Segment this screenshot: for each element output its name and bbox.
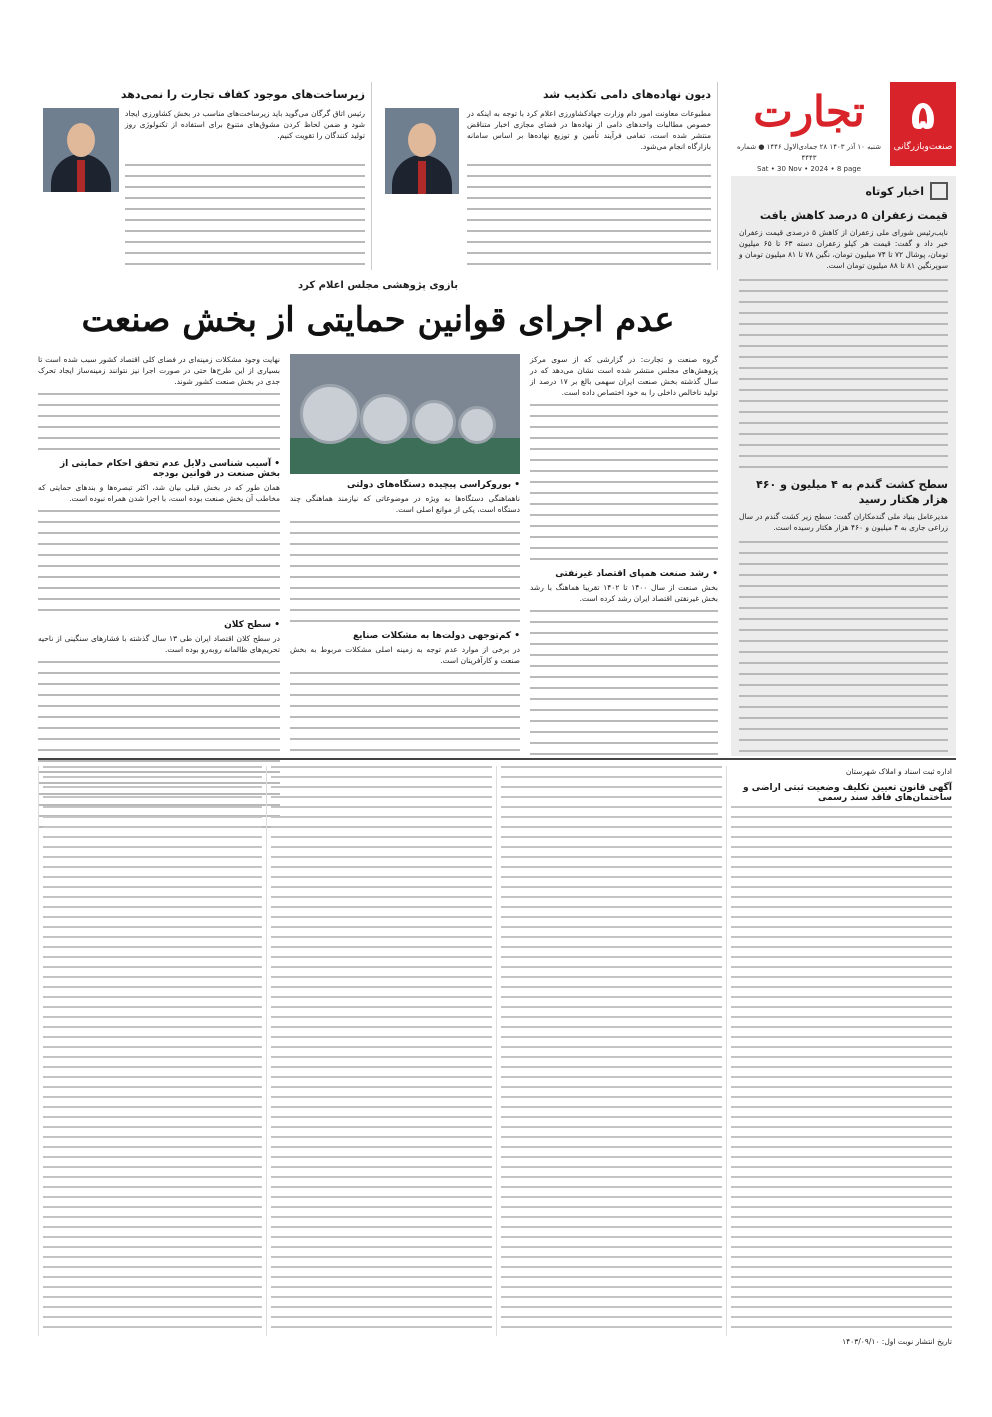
article-text: رئیس اتاق گرگان می‌گوید باید زیرساخت‌های مناسب در بخش کشاورزی ایجاد شود و ضمن لحاظ کردن مشوق‌های متنوع برای استفاده از تکنولوژی روز تولید کنندگان را تقویت کنیم. <box>125 109 365 140</box>
short-news-title: اخبار کوتاه <box>865 184 924 198</box>
text-lines <box>739 541 948 752</box>
text-lines <box>739 279 948 468</box>
headline-kicker: بازوی پژوهشی مجلس اعلام کرد <box>298 280 458 291</box>
article-text: بخش صنعت از سال ۱۴۰۰ تا ۱۴۰۲ تقریبا هماهنگ با رشد بخش غیرنفتی اقتصاد ایران رشد کرده است. <box>530 583 719 603</box>
notices-column <box>496 766 726 1336</box>
article-text: همان طور که در بخش قبلی بیان شد، اکثر تبصره‌ها و بندهای حمایتی که مخاطب آن بخش صنعت بوده است، با اجرا شدن همراه نبوده است. <box>38 483 280 503</box>
text-lines <box>290 521 520 622</box>
article-livestock-debts <box>379 82 718 270</box>
notice-office: اداره ثبت اسناد و املاک شهرستان <box>845 767 952 776</box>
article-text: در برخی از موارد عدم توجه به زمینه اصلی مشکلات مربوط به بخش صنعت و کارآفرینان است. <box>290 645 520 665</box>
main-headline: عدم اجرای قوانین حمایتی از بخش صنعت <box>81 300 675 340</box>
newspaper-page <box>38 82 956 1346</box>
notice-date: تاریخ انتشار نوبت اول: ۱۴۰۳/۰۹/۱۰ <box>842 1337 952 1346</box>
article-title: زیرساخت‌های موجود کفاف تجارت را نمی‌دهد <box>120 88 365 101</box>
legal-notices <box>38 766 956 1346</box>
article-infrastructure <box>37 82 372 270</box>
article-text: در سطح کلان اقتصاد ایران طی ۱۳ سال گذشته با فشارهای سنگینی از ناحیه تحریم‌های ظالمانه روبه‌رو بوده است. <box>38 634 281 654</box>
dateline <box>736 142 882 175</box>
dateline-latin: Sat • 30 Nov • 2024 • 8 page <box>757 165 861 173</box>
text-lines <box>271 766 492 1328</box>
article-column <box>530 354 718 754</box>
masthead <box>731 82 956 172</box>
newspaper-logo: تجارت <box>753 87 865 136</box>
news-headline: قیمت زعفران ۵ درصد کاهش یافت <box>759 209 948 222</box>
chamber-head-portrait <box>43 108 119 192</box>
subheading: • بوروکراسی پیچیده دستگاه‌های دولتی <box>347 480 520 490</box>
subheading: • سطح کلان <box>224 620 280 630</box>
news-text: نایب‌رئیس شورای ملی زعفران از کاهش ۵ درصدی قیمت زعفران خبر داد و گفت: قیمت هر کیلو زعفران دسته ۶۳ تا ۶۵ میلیون تومان، پوشال ۷۲ تا ۷۴ میلیون تومان، نگین ۷۸ تا ۸۱ میلیون تومان و سوپرنگین ۸۱ تا ۸۸ میلیون تومان است. <box>739 228 949 270</box>
section-name: صنعت‌وبازرگانی <box>893 142 953 152</box>
text-lines <box>731 806 952 1328</box>
article-title: دیون نهاده‌های دامی تکذیب شد <box>542 88 711 101</box>
text-lines <box>43 766 262 1328</box>
article-text: ناهماهنگی دستگاه‌ها به ویژه در موضوعاتی که نیازمند هماهنگی چند دستگاه است، یکی از موانع اصلی است. <box>290 494 520 514</box>
section-divider <box>38 758 956 760</box>
text-lines <box>38 393 280 450</box>
text-lines <box>38 510 280 611</box>
notices-column <box>38 766 266 1336</box>
subheading: • آسیب شناسی دلایل عدم تحقق احکام حمایتی از بخش صنعت در قوانین بودجه <box>59 459 280 479</box>
text-lines <box>501 766 722 1328</box>
text-lines <box>530 610 718 755</box>
article-column <box>38 354 280 754</box>
official-portrait <box>385 108 459 194</box>
article-column <box>290 354 520 754</box>
article-text: مطبوعات معاونت امور دام وزارت جهادکشاورزی اعلام کرد با توجه به اینکه در خصوص مطالبات واحدهای دامی از نهاده‌ها در فضای مجازی اخبار متناقض منتشر شده است، تمامی فرآیند تأمین و توزیع نهاده‌ها بر اساس سامانه بازارگاه انجام می‌شود. <box>467 109 711 151</box>
notices-column <box>726 766 956 1346</box>
subheading: • رشد صنعت همپای اقتصاد غیرنفتی <box>555 569 718 579</box>
square-icon <box>930 182 948 200</box>
article-lead: گروه صنعت و تجارت: در گزارشی که از سوی مرکز پژوهش‌های مجلس منتشر شده است نشان می‌دهد که در سال گذشته بخش صنعت ایران سهمی بالغ بر ۱۷ درصد از تولید ناخالص داخلی را به خود اختصاص داده است. <box>530 355 718 397</box>
article-text: نهایت وجود مشکلات زمینه‌ای در فضای کلی اقتصاد کشور سبب شده است تا بسیاری از این طرح‌ها حتی در صورت اجرا نیز نتوانند زمینه‌ساز ایجاد تحرک جدی در بخش صنعت کشور شوند. <box>38 355 280 386</box>
top-articles <box>38 82 718 272</box>
steel-coils-photo <box>290 354 520 474</box>
notice-heading: آگهی قانون تعیین تکلیف وضعیت ثبتی اراضی و ساختمان‌های فاقد سند رسمی <box>742 783 952 803</box>
text-lines <box>290 672 520 751</box>
news-text: مدیرعامل بنیاد ملی گندمکاران گفت: سطح زیر کشت گندم در سال زراعی جاری به ۴ میلیون و ۴۶۰ هزار هکتار رسیده است. <box>739 512 948 532</box>
notices-column <box>266 766 496 1336</box>
short-news-column <box>731 176 956 756</box>
text-lines <box>530 404 718 560</box>
text-lines <box>467 164 711 274</box>
main-article-body <box>38 354 718 754</box>
page-number: ۵ <box>910 93 936 139</box>
subheading: • کم‌توجهی دولت‌ها به مشکلات صنایع <box>353 631 520 641</box>
text-lines <box>125 164 365 274</box>
news-headline: سطح کشت گندم به ۴ میلیون و ۴۶۰ هزار هکتار رسید <box>756 478 948 506</box>
dateline-fa: شنبه ۱۰ آذر ۱۴۰۳ ۲۸ جمادی‌الاول ۱۴۴۶ ● شماره ۴۴۴۳ <box>737 143 881 162</box>
page-number-badge <box>890 82 956 166</box>
